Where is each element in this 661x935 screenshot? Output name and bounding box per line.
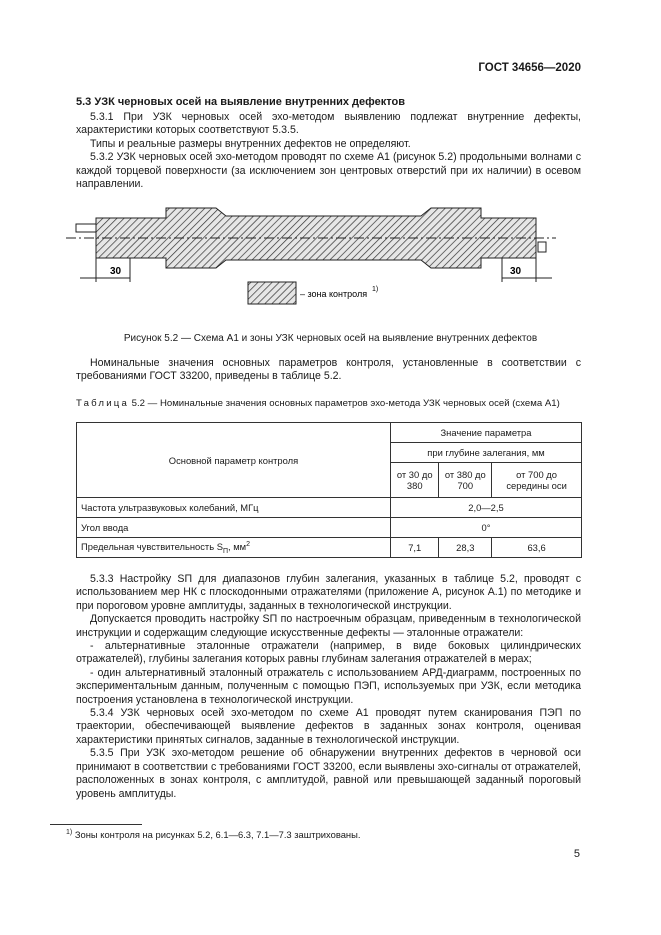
row3-value-2: 28,3 <box>439 538 492 558</box>
document-id: ГОСТ 34656—2020 <box>478 62 581 74</box>
axle-drawing <box>66 208 556 282</box>
header-param-cell: Основной параметр контроля <box>77 423 391 498</box>
paragraph-table-ref: Номинальные значения основных параметров контроля, установленные в соответствии с требованиями ГОСТ 33200, приведены в таблице 5.2. <box>76 357 581 383</box>
table-caption <box>76 398 560 409</box>
page-number: 5 <box>573 848 580 860</box>
row2-value: 0° <box>391 518 582 538</box>
dim-left-label: 30 <box>110 266 122 277</box>
row3-label: Предельная чувствительность $S_П$, $мм^2$ <box>77 538 391 558</box>
figure-caption: Рисунок 5.2 — Схема А1 и зоны УЗК черновых осей на выявление внутренних дефектов <box>123 333 538 344</box>
paragraph-5-3-5: 5.3.5 При УЗК эхо-методом решение об обнаружении внутренних дефектов в черновой оси принимают в соответствии с требованиями ГОСТ 33200, если выявлены эхо-сигналы от отражателей, расположенных в зонах контроля, с амплитудой, равной или превышающей заданный пороговый уровень амплитуды. <box>76 747 581 800</box>
table-intro <box>76 357 581 384</box>
table-row <box>77 538 582 558</box>
paragraph-defect-types: Типы и реальные размеры внутренних дефектов не определяют. <box>90 137 411 150</box>
paragraph-allowed-setup: Допускается проводить настройку SП по настроечным образцам, приведенным в технологической инструкции и содержащим следующие искусственные дефекты — эталонные отражатели: <box>76 613 581 639</box>
table-header-row <box>77 423 582 443</box>
section-title: 5.3 УЗК черновых осей на выявление внутренних дефектов <box>76 96 405 108</box>
header-col1: от 30 до 380 <box>391 463 439 498</box>
row1-value: 2,0—2,5 <box>391 498 582 518</box>
list-item: - альтернативные эталонные отражатели (например, в виде боковых цилиндрических отражателей), глубины залегания которых равны глубинам залегания отражателей в мерах; <box>76 640 581 666</box>
footnote-mark: 1) <box>66 829 73 836</box>
figure-axle-scheme <box>66 198 586 318</box>
table-caption-prefix: Таблица <box>76 398 130 409</box>
paragraph-5-3-2: 5.3.2 УЗК черновых осей эхо-методом проводят по схеме А1 (рисунок 5.2) продольными волнами с каждой торцевой поверхности (за исключением зон центровых отверстий при их наличии) в осевом направлении. <box>76 151 581 191</box>
row3-value-3: 63,6 <box>492 538 582 558</box>
legend-text: – зона контроля <box>300 289 368 299</box>
footnote-text: Зоны контроля на рисунках 5.2, 6.1—6.3, 7.1—7.3 заштрихованы. <box>72 829 361 841</box>
dim-right-label: 30 <box>510 266 522 277</box>
legend-hatch-swatch <box>248 282 296 304</box>
list-item: - один альтернативный эталонный отражатель с использованием АРД-диаграмм, построенных по экспериментальным данным, полученным с помощью ПЭП, используемых при УЗК, если методика построения установлена в технологической инструкции. <box>76 666 581 706</box>
row2-label: Угол ввода <box>77 518 391 538</box>
footnote-divider <box>50 824 142 825</box>
body-text-block <box>76 573 581 801</box>
paragraph-5-3-1: 5.3.1 При УЗК черновых осей эхо-методом выявлению подлежат внутренние дефекты, характеристики которых соответствуют 5.3.5. <box>76 111 581 137</box>
table-caption-text: 5.2 — Номинальные значения основных параметров эхо-метода УЗК черновых осей (схема А1) <box>129 398 560 409</box>
header-col2: от 380 до 700 <box>439 463 492 498</box>
header-col3: от 700 до середины оси <box>492 463 582 498</box>
footnote <box>66 829 360 840</box>
parameters-table <box>76 422 582 558</box>
row3-value-1: 7,1 <box>391 538 439 558</box>
header-depth-cell: при глубине залегания, мм <box>391 443 582 463</box>
paragraph-5-3-3: 5.3.3 Настройку SП для диапазонов глубин залегания, указанных в таблице 5.2, проводят с использованием мер НК с плоскодонными отражателями (приложение А, рисунок А.1) по методике и при пороговом уровне амплитуды, заданных в технологической инструкции. <box>76 573 581 612</box>
table-row <box>77 518 582 538</box>
paragraph-5-3-4: 5.3.4 УЗК черновых осей эхо-методом по схеме А1 проводят путем сканирования ПЭП по траектории, обеспечивающей выявление дефектов в заданных зонах контроля, оценивая характеристики принятых сигналов, заданные в технологической инструкции. <box>76 707 581 746</box>
row1-label: Частота ультразвуковых колебаний, МГц <box>77 498 391 518</box>
legend-footnote-mark: 1) <box>372 286 379 293</box>
header-value-cell: Значение параметра <box>391 423 582 443</box>
table-row <box>77 498 582 518</box>
intro-text-block <box>76 111 581 191</box>
